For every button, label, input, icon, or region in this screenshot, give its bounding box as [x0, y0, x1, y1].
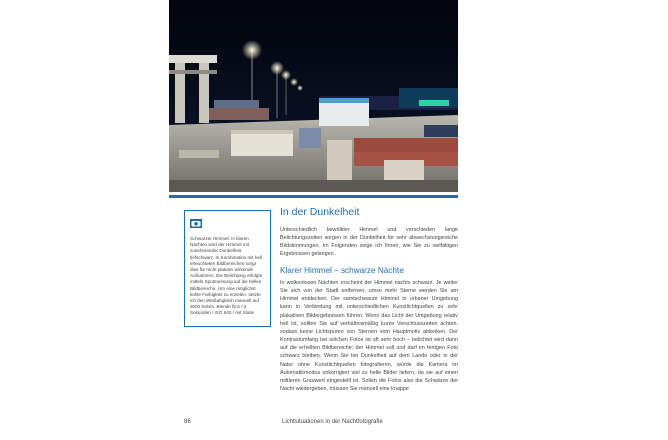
- night-harbor-photo: [169, 0, 458, 192]
- page-number: 86: [184, 419, 191, 425]
- subsection-heading: Klarer Himmel – schwarze Nächte: [280, 266, 404, 275]
- camera-icon: [190, 215, 265, 233]
- photo-caption-box: [184, 210, 271, 327]
- photo-caption-text: Schwarzer Himmel: In klaren Nächten wird der Himmel mit zunehmender Dunkelheit tiefschwarz. In Kombination mit hell erleuchteten Bildbereichen sorgt dies für recht plakativ wirkende Aufnahmen. Die Belichtung erfolgte mittels Spotmessung auf die hellen Bildbereiche. Um eine möglichst kühle Farbigkeit zu erzielen, setzte ich den Weißabgleich manuell auf 3000 Kelvin. Blende f5,6 / 2 Sekunden / ISO 640 / mit Stativ: [190, 236, 263, 316]
- section-heading: In der Dunkelheit: [280, 206, 360, 218]
- body-paragraph: In wolkenlosen Nächten erscheint der Himmel nachts schwarz. Je weiter Sie sich von der Stadt entfernen, umso mehr Sterne werden Sie am Himmel entdecken. Der samtschwarze Himmel in urbaner Umgebung kann in Verbindung mit unterschiedlichen Kunstlichtquellen zu sehr plakativen Bildergebnissen führen. Wenn das Licht der Umgebung relativ hell ist, sollten Sie auf verhältnismäßig kurze Verschlusszeiten achten, sodass keine Lichtspuren von Sternen vom Hauptmotiv ablenken. Der Kontrastumfang bei solchen Fotos ist oft sehr hoch – belichtet wird dann auf die erhellten Bildbereiche; der Himmel soll und darf im fertigen Foto schwarz bleiben. Wenn Sie bei Dunkelheit auf dem Lande oder in der Natur ohne Kunstlichtquellen fotografieren, würde die Kamera im Automatikmodus unkorrigiert viel zu helle Bilder liefern, da sie auf einen mittleren Grauwert eingestellt ist. Sollen die Fotos also die Schwärze der Nacht wiedergeben, müssen Sie manuell eine knappe: [280, 280, 458, 393]
- intro-paragraph: Unterschiedlich bewölkter Himmel und verschieden lange Belichtungszeiten sorgen in der Dunkelheit für sehr abwechslungsreiche Bildstimmungen. Im Folgenden zeige ich Ihnen, wie Sie zu vielfältigen Ergebnissen gelangen.: [280, 227, 458, 257]
- night-harbor-image: [169, 0, 458, 192]
- running-title: Lichtsituationen in der Nachtfotografie: [282, 419, 383, 425]
- accent-rule: [169, 195, 458, 198]
